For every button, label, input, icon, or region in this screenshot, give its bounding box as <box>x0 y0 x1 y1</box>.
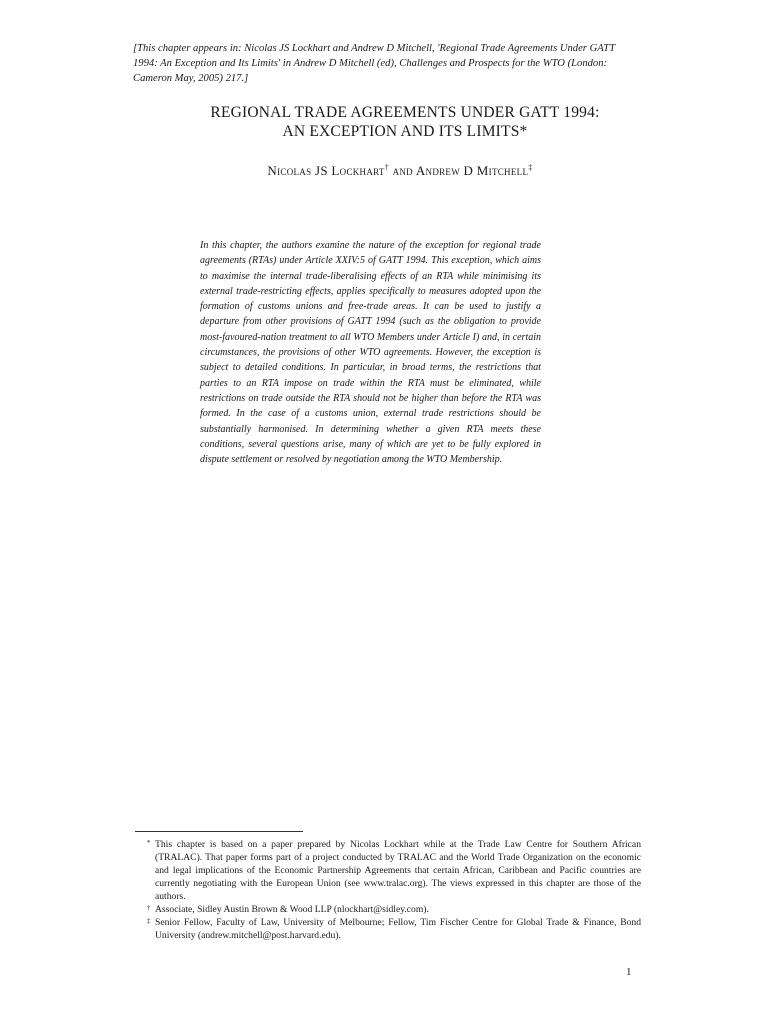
author-1: Nicolas JS Lockhart <box>267 163 385 178</box>
footnote-mark: * <box>147 839 151 847</box>
footnote-mark: † <box>147 904 151 912</box>
footnote <box>135 838 641 903</box>
footnote-mark: ‡ <box>147 917 151 925</box>
title-line-2: AN EXCEPTION AND ITS LIMITS* <box>282 123 528 140</box>
page-number: 1 <box>626 966 632 978</box>
author-1-mark: † <box>384 163 390 172</box>
footnotes <box>135 838 641 942</box>
footnote-rule <box>135 831 303 832</box>
footnote-text: Associate, Sidley Austin Brown & Wood LLP (nlockhart@sidley.com). <box>155 904 429 915</box>
footnote <box>135 903 641 916</box>
abstract: In this chapter, the authors examine the nature of the exception for regional trade agreements (RTAs) under Article XXIV:5 of GATT 1994. This exception, which aims to maximise the internal trade-liberalising effects of an RTA while minimising its external trade-restricting effects, applies specifically to measures adopted upon the formation of customs unions and free-trade areas. It can be used to justify a departure from other provisions of GATT 1994 (such as the obligation to provide most-favoured-nation treatment to all WTO Members under Article I) and, in certain circumstances, the provisions of other WTO agreements. However, the exception is subject to detailed conditions. In particular, in broad terms, the restrictions that parties to an RTA impose on trade within the RTA must be eliminated, while restrictions on trade outside the RTA should not be higher than before the RTA was formed. In the case of a customs union, external trade restrictions should be substantially harmonised. In determining whether a given RTA meets these conditions, several questions arise, many of which are yet to be fully explored in dispute settlement or resolved by negotiation among the WTO Membership. <box>200 240 541 466</box>
author-line <box>130 163 670 179</box>
author-conjunction: and <box>392 163 413 178</box>
footnote-text: This chapter is based on a paper prepared by Nicolas Lockhart while at the Trade Law Centre for Southern African (TRALAC). That paper forms part of a project conducted by TRALAC and the World Trade Organization on the economic and legal implications of the Economic Partnership Agreements that certain African, Caribbean and Pacific countries are currently negotiating with the European Union (see www.tralac.org). The views expressed in this chapter are those of the authors. <box>155 839 641 902</box>
author-2: Andrew D Mitchell <box>415 163 529 178</box>
footnote <box>135 916 641 942</box>
title-line-1: REGIONAL TRADE AGREEMENTS UNDER GATT 1994: <box>210 104 600 121</box>
author-2-mark: ‡ <box>528 163 533 172</box>
citation-note: [This chapter appears in: Nicolas JS Lockhart and Andrew D Mitchell, 'Regional Trade Agreements Under GATT 1994: An Exception and Its Limits' in Andrew D Mitchell (ed), Challenges and Prospects for the WTO (London: Cameron May, 2005) 217.] <box>133 43 615 84</box>
footnote-text: Senior Fellow, Faculty of Law, University of Melbourne; Fellow, Tim Fischer Centre for Global Trade & Finance, Bond University (andrew.mitchell@post.harvard.edu). <box>155 917 641 941</box>
paper-title <box>150 103 660 141</box>
